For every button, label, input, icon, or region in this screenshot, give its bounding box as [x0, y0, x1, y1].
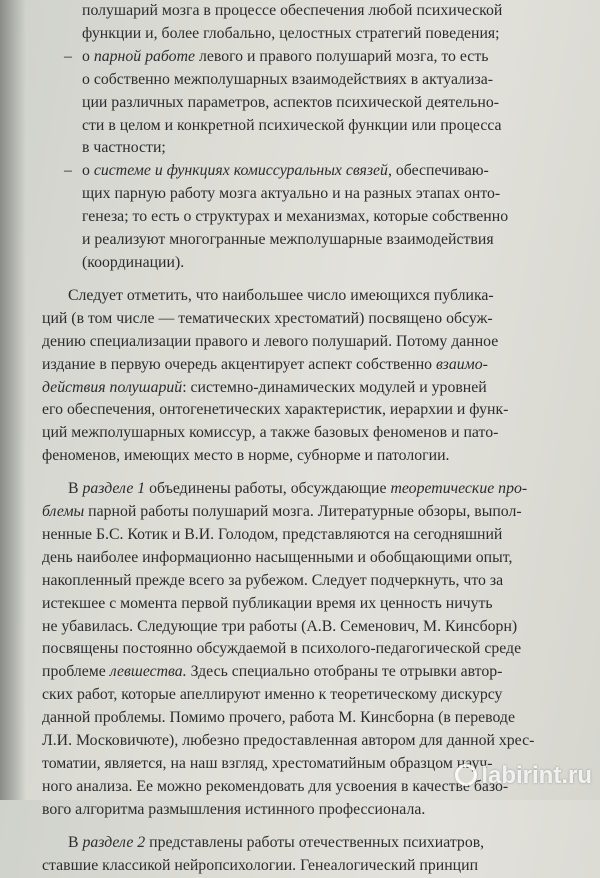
text-span: ций межполушарных комиссур, а также базовых феноменов и пато- — [42, 424, 499, 442]
text-span: ного анализа. Ее можно рекомендовать для усвоения в качестве базо- — [42, 777, 509, 795]
text-span: В — [68, 480, 83, 498]
text-line — [42, 23, 598, 46]
text-span: в частности; — [82, 139, 166, 157]
text-line — [42, 69, 598, 92]
text-span: (координации). — [82, 253, 185, 271]
text-span: дению специализации правого и левого полушарий. Потому данное — [42, 332, 499, 350]
text-span: посвящены постоянно обсуждаемой в психолого-педагогической среде — [42, 640, 522, 658]
text-line — [42, 137, 598, 160]
text-span: : системно-динамических модулей и уровней — [182, 378, 487, 396]
text-line — [42, 478, 598, 501]
text-span: томатии, является, на наш взгляд, хрестоматийным образцом науч- — [42, 755, 493, 772]
text-span: проблеме — [42, 663, 110, 681]
text-line — [42, 570, 598, 593]
list-item-line — [42, 46, 598, 69]
text-span: полушарий мозга в процессе обеспечения любой психической — [82, 2, 503, 19]
list-dash: – — [64, 162, 72, 180]
text-span: истекшее с момента первой публикации время их ценность ничуть — [42, 594, 493, 612]
text-line — [42, 331, 598, 354]
text-line — [42, 638, 598, 661]
book-spine-shadow — [0, 0, 26, 800]
text-span: объединены работы, обсуждающие — [145, 480, 391, 498]
text-line — [42, 593, 598, 616]
book-page-text — [42, 0, 598, 874]
text-span: данной проблемы. Помимо прочего, работа М. Кинсборна (в переводе — [42, 709, 515, 727]
text-span: не убавилась. Следующие три работы (А.В. Семенович, М. Кинсборн) — [42, 617, 518, 635]
text-line — [42, 661, 598, 684]
text-span: ций (в том числе — тематических хрестоматий) посвящено обсуж- — [42, 309, 493, 327]
text-span: Здесь специально отобраны те отрывки автор- — [186, 663, 503, 681]
text-span: представлены работы отечественных психиатров, — [145, 833, 485, 851]
text-line — [42, 115, 598, 138]
text-line — [42, 0, 598, 23]
text-line — [42, 707, 598, 730]
text-line — [42, 285, 598, 308]
text-line — [42, 92, 598, 115]
text-span: ставшие классикой нейропсихологии. Генеалогический принцип — [42, 856, 479, 874]
text-line — [42, 206, 598, 229]
text-span: В — [68, 833, 83, 851]
text-line — [42, 183, 598, 206]
text-line — [42, 501, 598, 524]
text-line — [42, 354, 598, 377]
text-span: генеза; то есть о структурах и механизмах, которые собственно — [82, 208, 509, 226]
italic-text: взаимо- — [436, 355, 488, 373]
text-span: парной работы полушарий мозга. Литературные обзоры, выпол- — [84, 503, 522, 521]
italic-text: разделе 2 — [82, 833, 146, 851]
text-line — [42, 445, 598, 468]
paragraph-gap — [42, 822, 598, 832]
text-line — [42, 252, 598, 275]
paragraph-gap — [42, 275, 598, 285]
text-line — [42, 855, 598, 878]
text-span: накопленный прежде всего за рубежом. Следует подчеркнуть, что за — [42, 571, 504, 589]
text-span: сти в целом и конкретной психической функции или процесса — [82, 116, 502, 134]
text-line — [42, 832, 598, 855]
text-line — [42, 229, 598, 252]
text-span: ских работ, которые апеллируют именно к теоретическому дискурсу — [42, 686, 503, 704]
text-span: Л.И. Московичюте), любезно предоставленная автором для данной хрес- — [42, 732, 535, 750]
italic-text: системе и функциях комиссуральных связей — [93, 162, 388, 180]
text-line — [42, 616, 598, 639]
italic-text: разделе 1 — [82, 480, 146, 498]
text-span: ненные Б.С. Котик и В.И. Голодом, представляются на сегодняшний — [42, 525, 503, 543]
list-dash: – — [64, 47, 72, 65]
italic-text: левшества. — [109, 663, 187, 681]
italic-text: парной работе — [93, 47, 195, 65]
text-line — [42, 308, 598, 331]
text-span: вого алгоритма размышления истинного профессионала. — [42, 800, 426, 818]
italic-text: теоретические про- — [390, 480, 528, 498]
text-span: его обеспечения, онтогенетических характеристик, иерархии и функ- — [42, 401, 509, 419]
watermark — [455, 762, 592, 790]
text-line — [42, 399, 598, 422]
text-span: Следует отметить, что наибольшее число имеющихся публика- — [68, 286, 494, 304]
text-line — [42, 730, 598, 753]
paragraph-gap — [42, 468, 598, 478]
text-span: щих парную работу мозга актуально и на разных этапах онто- — [82, 185, 501, 203]
text-line — [42, 684, 598, 707]
text-span: и реализуют многогранные межполушарные взаимодействия — [82, 231, 494, 249]
text-span: о — [82, 47, 94, 65]
text-line — [42, 547, 598, 570]
text-span: ции различных параметров, аспектов психической деятельно- — [82, 93, 499, 111]
text-span: , обеспечиваю- — [387, 162, 489, 180]
text-span: функции и, более глобально, целостных стратегий поведения; — [82, 24, 500, 42]
text-line — [42, 799, 598, 822]
text-line — [42, 422, 598, 445]
text-span: издание в первую очередь акцентирует аспект собственно — [42, 355, 437, 373]
text-span: о собственно межполушарных взаимодействиях в актуализа- — [82, 70, 493, 88]
text-line — [42, 377, 598, 400]
text-line — [42, 524, 598, 547]
watermark-text: labirint.ru — [481, 762, 592, 789]
labirint-logo-icon — [455, 764, 477, 786]
italic-text: блемы — [42, 503, 85, 521]
text-span: о — [82, 162, 94, 180]
text-span: феноменов, имеющих место в норме, субнорме и патологии. — [42, 447, 450, 465]
list-item-line — [42, 160, 598, 183]
italic-text: действия полушарий — [42, 378, 183, 396]
text-span: левого и правого полушарий мозга, то есть — [195, 47, 489, 65]
text-span: день наиболее информационно насыщенными и обобщающими опыт, — [42, 548, 513, 566]
